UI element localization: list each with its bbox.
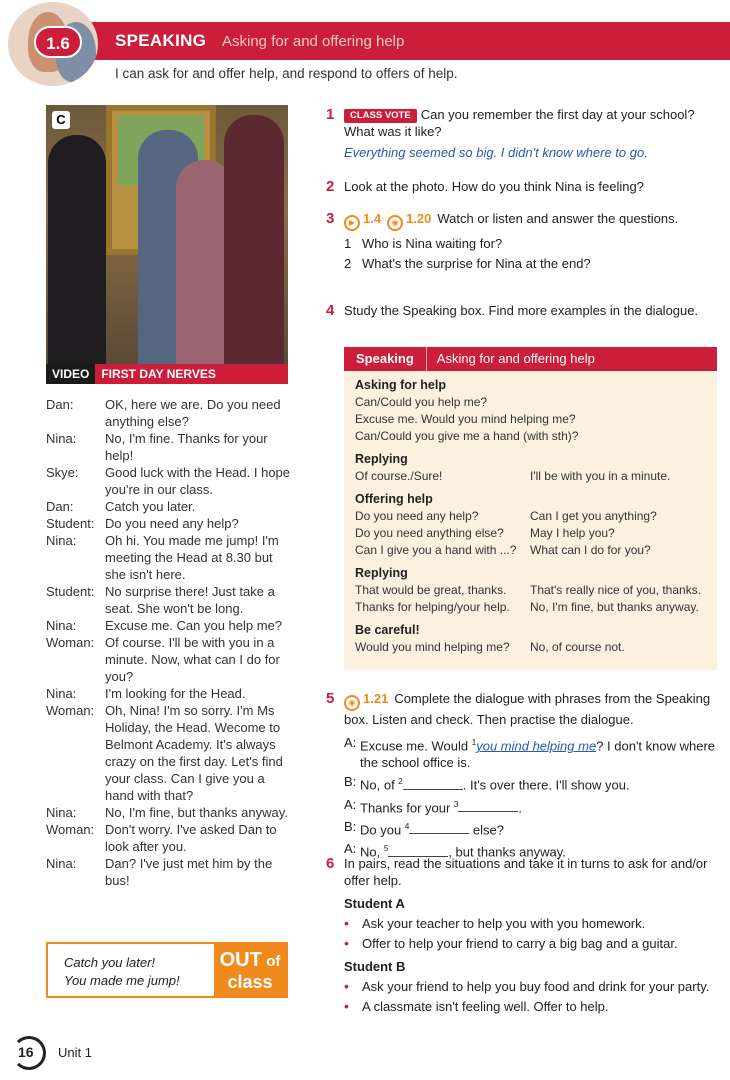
line: No, I'm fine. Thanks for your help!	[105, 431, 268, 463]
line: Dan? I've just met him by the bus!	[105, 856, 273, 888]
exercise-3	[326, 210, 716, 275]
phrase: Can I give you a hand with ...?	[355, 543, 517, 557]
dialogue-line	[46, 804, 296, 821]
exercise-number: 1	[326, 106, 335, 123]
speaker: Student:	[46, 516, 95, 531]
dialogue-line	[46, 532, 296, 583]
phrase: That's really nice of you, thanks.	[530, 583, 702, 597]
student-b-heading: Student B	[344, 959, 406, 974]
exercise-6	[326, 855, 716, 1018]
speaker: Nina:	[46, 805, 77, 820]
lesson-objective: I can ask for and offer help, and respond to offers of help.	[115, 66, 458, 81]
situation: • Ask your friend to help you buy food and drink for your party.	[344, 978, 710, 994]
exercise-number: 5	[326, 690, 335, 707]
exercise-text: Study the Speaking box. Find more examples in the dialogue.	[344, 303, 699, 318]
speaker: Dan:	[46, 397, 74, 412]
audio-icon[interactable]: ◉	[387, 215, 403, 231]
gap-2[interactable]	[403, 778, 463, 790]
dialogue-line: B: Do you $^4$ else?	[344, 818, 504, 838]
phrase: I'll be with you in a minute.	[530, 469, 671, 483]
question: 1 Who is Nina waiting for?	[344, 236, 503, 251]
phrase: Can/Could you help me?	[355, 395, 488, 409]
class-vote-badge: CLASS VOTE	[344, 109, 417, 123]
dialogue-line	[46, 498, 296, 515]
phrase: That would be great, thanks.	[355, 583, 507, 597]
dialogue-line	[46, 430, 296, 464]
phrase: May I help you?	[530, 526, 615, 540]
exercise-4	[326, 302, 716, 319]
lesson-number: 1.6	[34, 26, 82, 58]
exercise-number: 2	[326, 178, 335, 195]
section-title: SPEAKING	[115, 31, 207, 50]
dialogue-line: A: Excuse me. Would $^1$you mind helping me? I don't know where the school office is.	[344, 735, 716, 771]
speaker: Woman:	[46, 635, 95, 650]
line: Good luck with the Head. I hope you're in our class.	[105, 465, 291, 497]
phrase: Can/Could you give me a hand (with sth)?	[355, 429, 579, 443]
gap-4[interactable]	[409, 822, 469, 834]
video-play-icon[interactable]: ▶	[344, 215, 360, 231]
exercise-5	[326, 690, 716, 863]
model-answer: Everything seemed so big. I didn't know where to go.	[344, 145, 648, 160]
video-title: FIRST DAY NERVES	[101, 367, 216, 381]
dialogue-line	[46, 685, 296, 702]
phrase: Of course./Sure!	[355, 469, 443, 483]
line: No surprise there! Just take a seat. She won't be long.	[105, 584, 275, 616]
speaker: Nina:	[46, 431, 77, 446]
situation: • Offer to help your friend to carry a big bag and a guitar.	[344, 935, 678, 951]
line: I'm looking for the Head.	[105, 686, 246, 701]
dialogue-line	[46, 396, 296, 430]
dialogue-line	[46, 617, 296, 634]
dialogue-line	[46, 634, 296, 685]
line: Don't worry. I've asked Dan to look after you.	[105, 822, 277, 854]
line: OK, here we are. Do you need anything else?	[105, 397, 281, 429]
audio-track[interactable]: 1.20	[406, 211, 432, 226]
dialogue-line: A: No, $^5$ , but thanks anyway.	[344, 841, 566, 860]
dialogue-line	[46, 855, 296, 889]
dialogue-line	[46, 702, 296, 804]
phrase: No, of course not.	[530, 640, 625, 654]
phrase-heading: Replying	[355, 452, 408, 466]
phrase-heading: Asking for help	[355, 378, 446, 392]
exercise-text: Watch or listen and answer the questions.	[437, 211, 679, 226]
out-of-class-tag: OUT of class	[214, 944, 286, 996]
exercise-2	[326, 178, 716, 195]
situation: • Ask your teacher to help you with you homework.	[344, 915, 646, 931]
exercise-1	[326, 106, 716, 161]
speaker: Skye:	[46, 465, 79, 480]
phrase: Thanks for helping/your help.	[355, 600, 510, 614]
dialogue-line: B: No, of $^2$ . It's over there. I'll show you.	[344, 774, 630, 793]
phrase: What can I do for you?	[530, 543, 651, 557]
dialogue	[46, 396, 296, 889]
phrase-heading: Be careful!	[355, 623, 420, 637]
video-label: VIDEO	[46, 364, 95, 384]
speaker: Dan:	[46, 499, 74, 514]
exercise-text: Complete the dialogue with phrases from the Speaking box. Listen and check. Then practise the dialogue.	[344, 691, 711, 727]
exercise-text: In pairs, read the situations and take it in turns to ask for and/or offer help.	[344, 856, 708, 888]
speaking-box	[344, 347, 717, 670]
dialogue-line	[46, 464, 296, 498]
phrase: Can I get you anything?	[530, 509, 657, 523]
exercise-number: 4	[326, 302, 335, 319]
gap-3[interactable]	[458, 800, 518, 812]
line: Oh, Nina! I'm so sorry. I'm Ms Holiday, the Head. Wecome to Belmont Academy. It's always crazy on the first day. Let's find your class. Can I give you a hand with that?	[105, 703, 283, 803]
speaking-tab: Speaking	[344, 347, 427, 371]
line: Oh hi. You made me jump! I'm meeting the Head at 8.30 but she isn't here.	[105, 533, 279, 582]
situation: • A classmate isn't feeling well. Offer to help.	[344, 998, 609, 1014]
audio-track[interactable]: 1.21	[363, 691, 389, 706]
speaker: Nina:	[46, 533, 77, 548]
unit-label: Unit 1	[58, 1045, 92, 1060]
exercise-text: Look at the photo. How do you think Nina is feeling?	[344, 179, 644, 194]
speaker: Woman:	[46, 822, 95, 837]
phrase: Do you need anything else?	[355, 526, 504, 540]
dialogue-line	[46, 515, 296, 532]
exercise-number: 3	[326, 210, 335, 227]
video-bar[interactable]	[46, 364, 288, 384]
phrase-heading: Offering help	[355, 492, 433, 506]
exercise-number: 6	[326, 855, 335, 872]
dialogue-line	[46, 583, 296, 617]
question: 2 What's the surprise for Nina at the end?	[344, 256, 591, 271]
speaker: Student:	[46, 584, 95, 599]
phrase: Would you mind helping me?	[355, 640, 510, 654]
video-track[interactable]: 1.4	[363, 211, 382, 226]
phrase: Excuse me. Would you mind helping me?	[355, 412, 576, 426]
line: Of course. I'll be with you in a minute. Now, what can I do for you?	[105, 635, 280, 684]
speaker: Nina:	[46, 686, 77, 701]
student-a-heading: Student A	[344, 896, 405, 911]
audio-icon[interactable]: ◉	[344, 695, 360, 711]
line: Catch you later.	[105, 499, 196, 514]
lesson-photo[interactable]	[46, 105, 288, 365]
gap-answer[interactable]: you mind helping me	[476, 738, 597, 754]
speaker: Nina:	[46, 856, 77, 871]
speaker: Nina:	[46, 618, 77, 633]
line: No, I'm fine, but thanks anyway.	[105, 805, 288, 820]
page-number: 16	[18, 1044, 34, 1060]
speaking-title: Asking for and offering help	[436, 351, 595, 366]
out-of-class-box	[46, 942, 288, 998]
dialogue-line	[46, 821, 296, 855]
section-topic: Asking for and offering help	[222, 33, 405, 50]
line: Excuse me. Can you help me?	[105, 618, 283, 633]
ooc-phrase: You made me jump!	[64, 973, 180, 988]
phrase: No, I'm fine, but thanks anyway.	[530, 600, 699, 614]
phrase: Do you need any help?	[355, 509, 479, 523]
exercise-text: Can you remember the first day at your school? What was it like?	[344, 107, 695, 139]
dialogue-line: A: Thanks for your $^3$ .	[344, 796, 523, 815]
line: Do you need any help?	[105, 516, 239, 531]
ooc-phrase: Catch you later!	[64, 955, 156, 970]
phrase-heading: Replying	[355, 566, 408, 580]
speaker: Woman:	[46, 703, 95, 718]
video-icon: C	[52, 111, 70, 129]
